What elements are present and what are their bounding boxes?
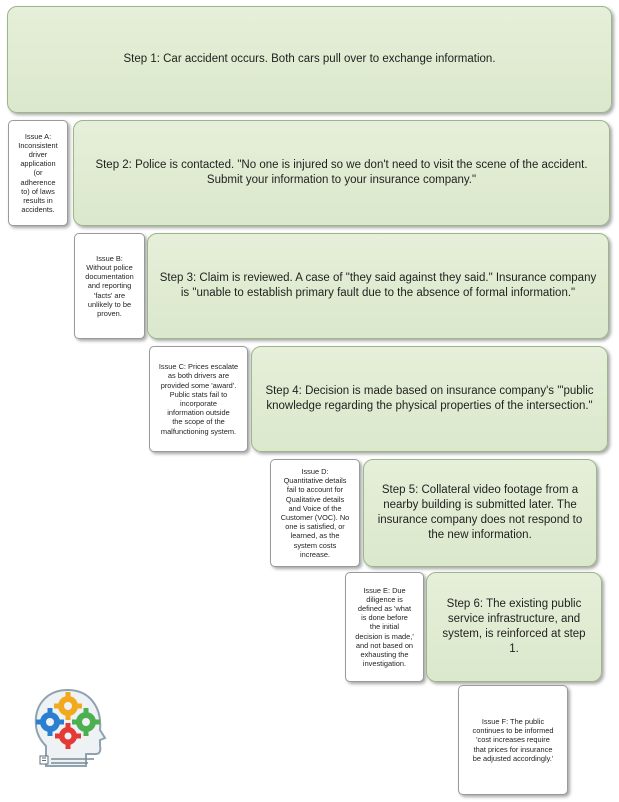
issue-b-box: Issue B: Without police documentation and reporting 'facts' are unlikely to be proven. [74,233,145,339]
step-6-box: Step 6: The existing public service infrastructure, and system, is reinforced at step 1. [426,572,602,682]
issue-c-box: Issue C: Prices escalate as both drivers are provided some 'award'. Public stats fail to incorporate information outside the scope of the malfunctioning system. [149,346,248,452]
step-1-box: Step 1: Car accident occurs. Both cars pull over to exchange information. [7,6,612,113]
step-2-box: Step 2: Police is contacted. "No one is injured so we don't need to visit the scene of the accident. Submit your information to your insurance company." [73,120,610,226]
step-4-box: Step 4: Decision is made based on insurance company's '"public knowledge regarding the physical properties of the intersection." [251,346,608,452]
issue-a-box: Issue A: Inconsistent driver application (or adherence to) of laws results in accidents. [8,120,68,226]
head-with-gears-icon [28,686,114,774]
issue-d-box: Issue D: Quantitative details fail to account for Qualitative details and Voice of the Customer (VOC). No one is satisfied, or learned, as the system costs increase. [270,459,360,567]
issue-e-box: Issue E: Due diligence is defined as 'what is done before the initial decision is made,' and not based on exhausting the investigation. [345,572,424,682]
issue-f-box: Issue F: The public continues to be informed 'cost increases require that prices for insurance be adjusted accordingly.' [458,685,568,795]
step-3-box: Step 3: Claim is reviewed. A case of "they said against they said." Insurance company is "unable to establish primary fault due to the absence of formal information." [147,233,609,339]
step-5-box: Step 5: Collateral video footage from a nearby building is submitted later. The insurance company does not respond to the new information. [363,459,597,567]
